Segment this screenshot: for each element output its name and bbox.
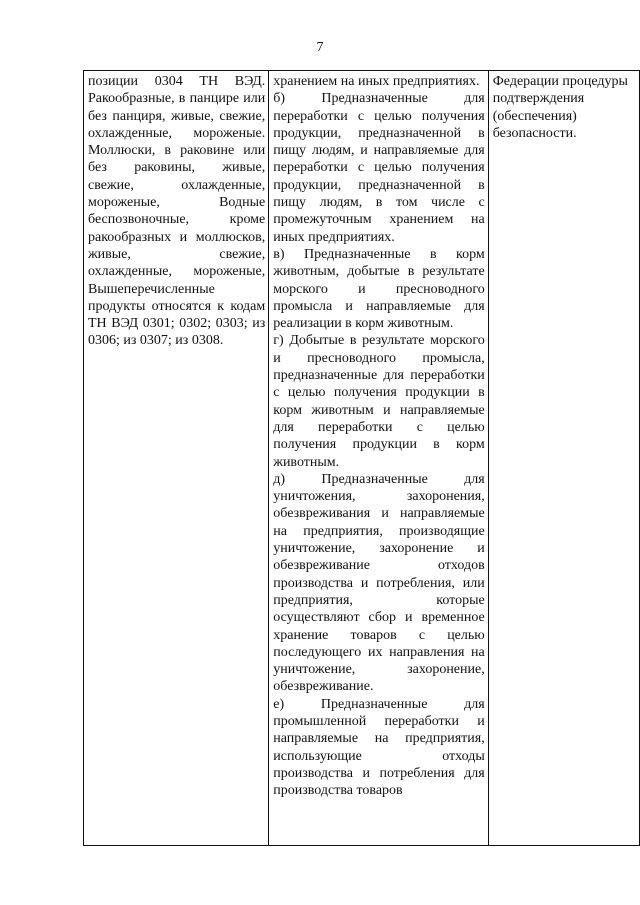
purpose-cell (269, 71, 488, 846)
purpose-paragraph-b: б) Предназначенные для переработки с целью получения продукции, предназначенной в пищу людям, и направляемые для переработки с целью получения продукции, предназначенной в пищу людям, в том числе с промежуточным хранением на иных предприятиях. (273, 91, 485, 245)
purpose-paragraph-v: в) Предназначенные в корм животным, добытые в результате морского и пресноводного промысла и направляемые для реализации в корм животным. (273, 246, 485, 332)
procedure-text: Федерации процедуры подтверждения (обеспечения) безопасности. (492, 74, 628, 141)
document-table (83, 70, 640, 846)
product-description-text: позиции 0304 ТН ВЭД. Ракообразные, в панцире или без панциря, живые, свежие, охлажденные, мороженые. Моллюски, в раковине или без раковины, живые, свежие, охлажденные, мороженые, Водные беспозвоночные, кроме ракообразных и моллюсков, живые, свежие, охлажденные, мороженые, Вышеперечисленные продукты относятся к кодам ТН ВЭД 0301; 0302; 0303; из 0306; из 0307; из 0308. (88, 74, 266, 349)
product-description-cell (84, 71, 269, 846)
purpose-paragraph-continuation: хранением на иных предприятиях. (273, 74, 480, 89)
procedure-cell (488, 71, 639, 846)
purpose-paragraph-e: е) Предназначенные для промышленной переработки и направляемые на предприятия, использующие отходы производства и потребления для производства товаров (273, 696, 485, 799)
purpose-paragraph-d: д) Предназначенные для уничтожения, захоронения, обезвреживания и направляемые на предприятия, производящие уничтожение, захоронение и обезвреживание отходов производства и потребления, или предприятия, которые осуществляют сбор и временное хранение товаров с целью последующего их направления на уничтожение, захоронение, обезвреживание. (273, 471, 485, 695)
table-row (84, 71, 640, 846)
purpose-paragraph-g: г) Добытые в результате морского и пресноводного промысла, предназначенные для переработки с целью получения продукции в корм животным и направляемые для переработки с целью получения продукции в корм животным. (273, 333, 485, 470)
page-number: 7 (316, 40, 324, 55)
